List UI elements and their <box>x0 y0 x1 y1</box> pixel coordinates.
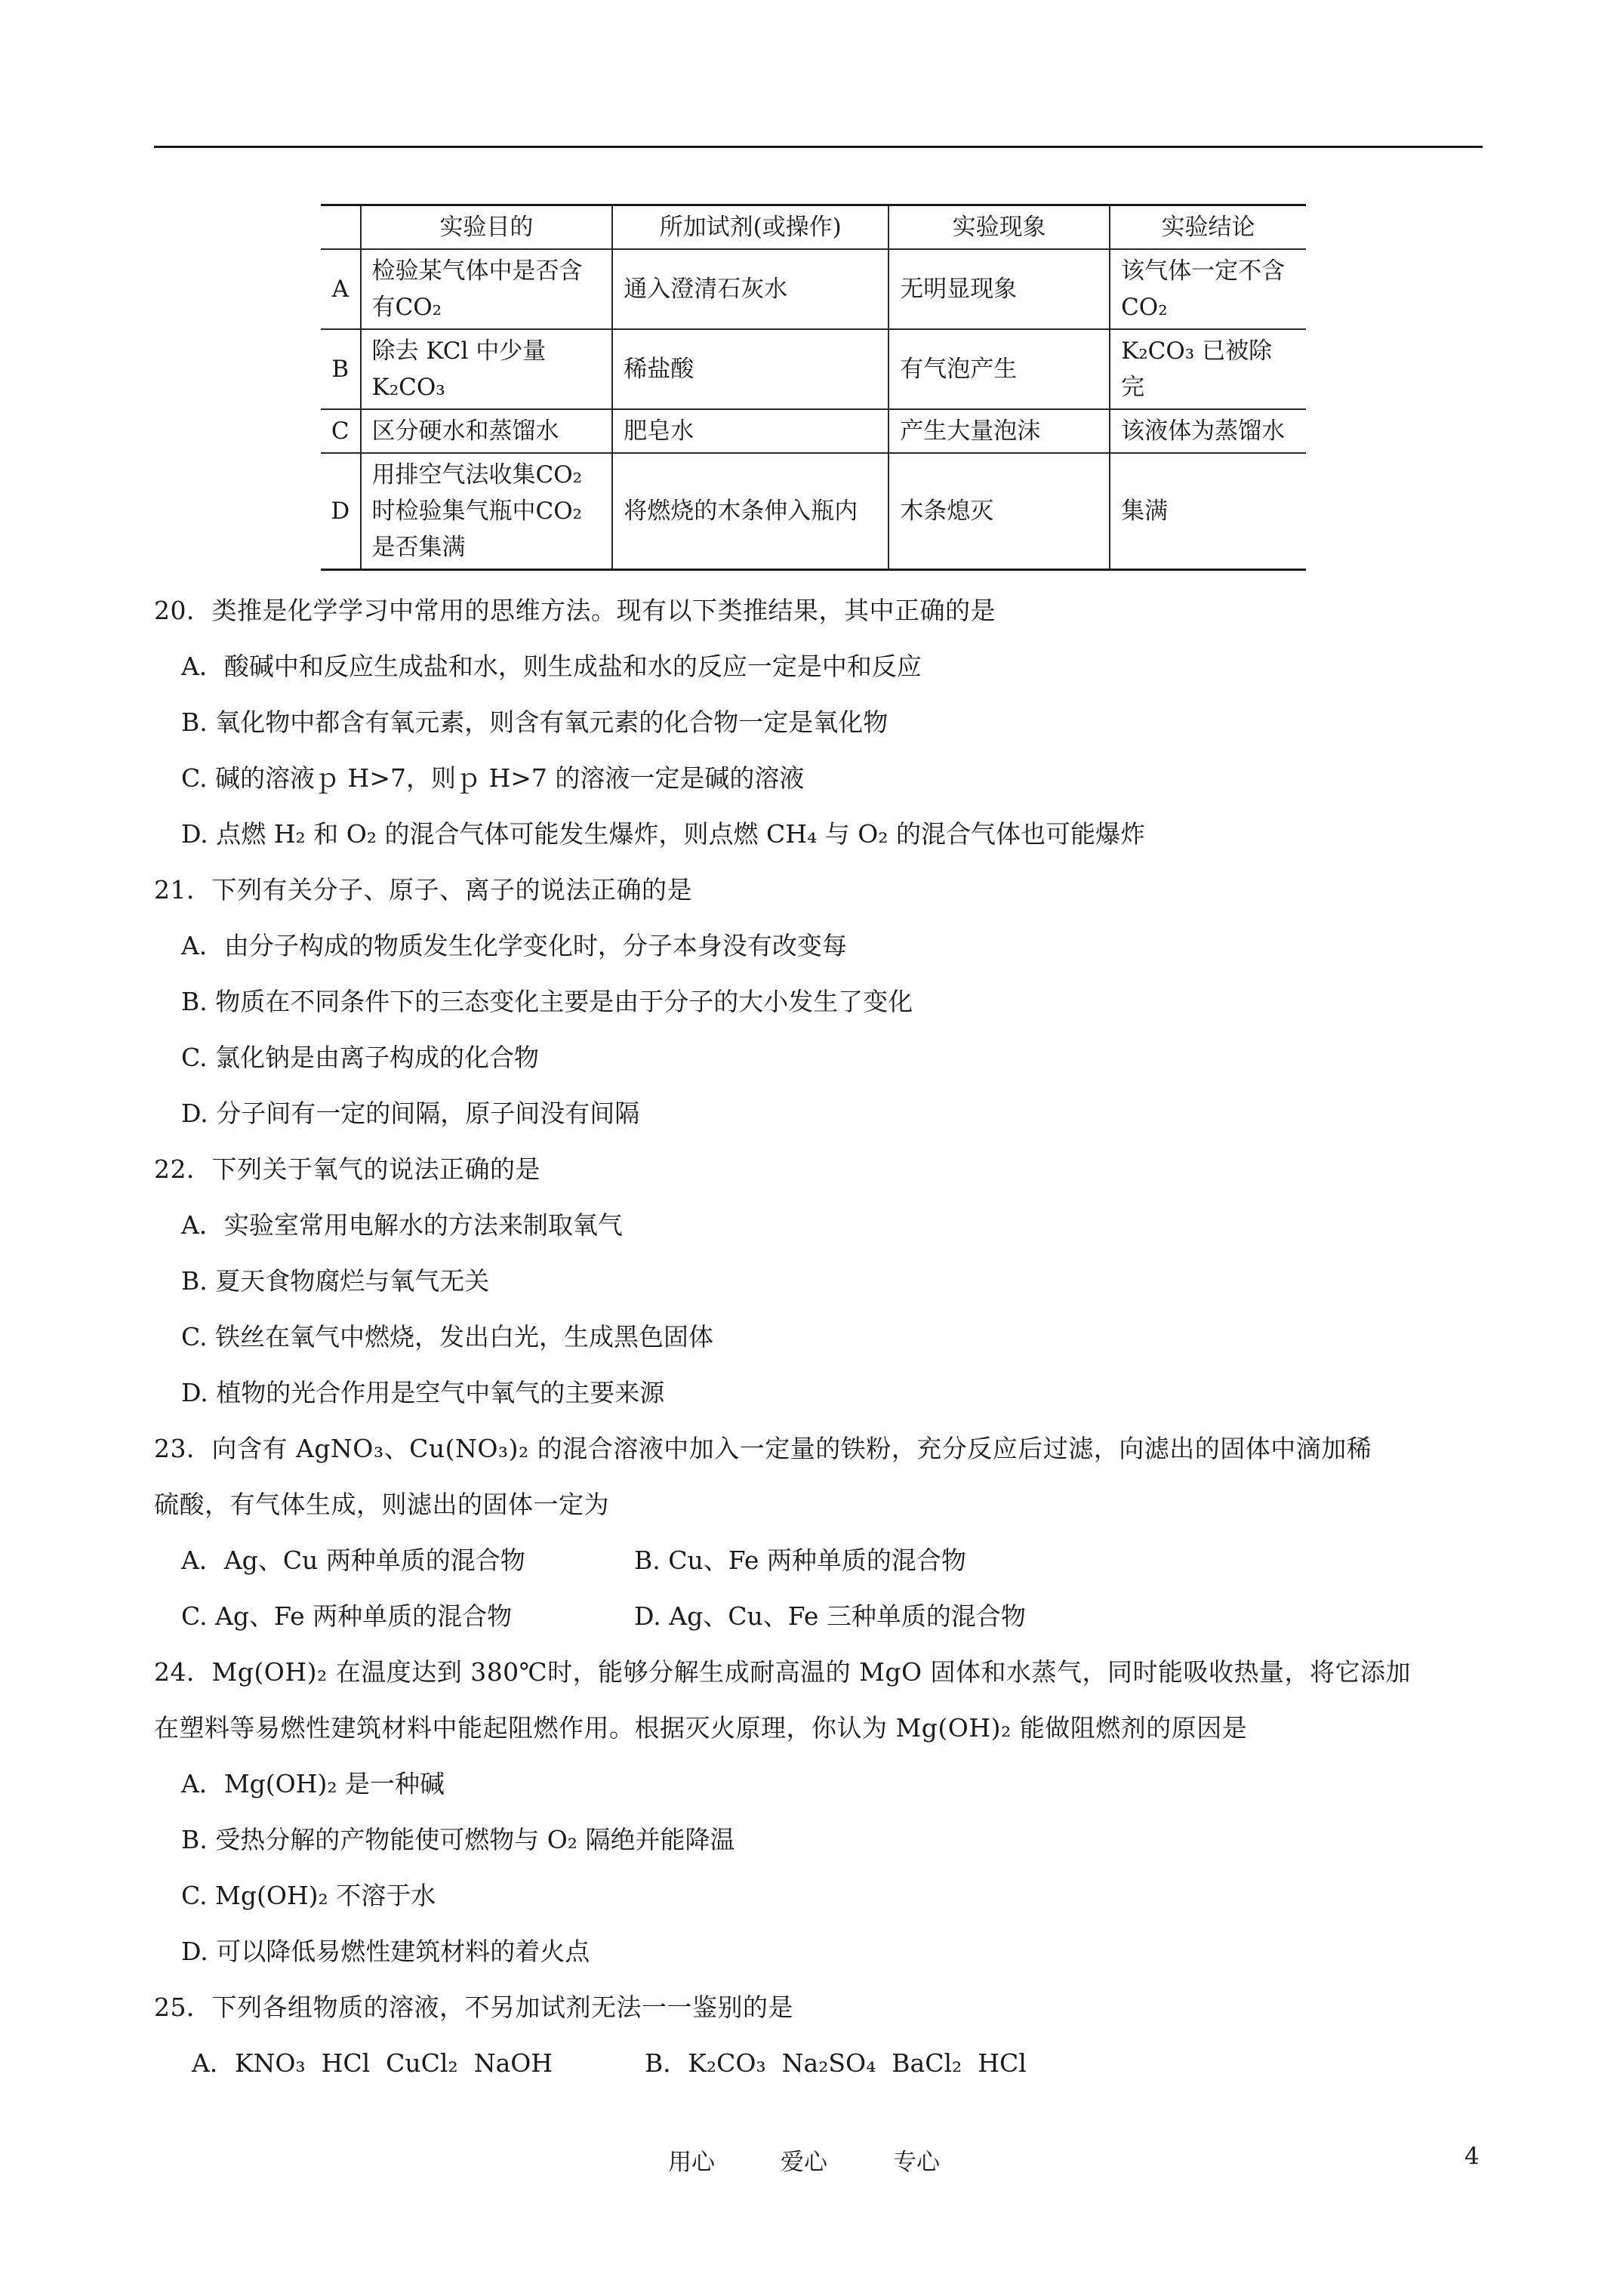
page-number: 4 <box>1464 2143 1480 2170</box>
cell-phenomenon: 无明显现象 <box>888 249 1110 329</box>
table-row <box>321 249 1306 329</box>
question-stem: 22．下列关于氧气的说法正确的是 <box>154 1154 540 1184</box>
question-stem-continued: 在塑料等易燃性建筑材料中能起阻燃作用。根据灭火原理，你认为 Mg(OH)₂ 能做阻燃剂的原因是 <box>154 1713 1248 1743</box>
option-a: A．KNO₃ HCl CuCl₂ NaOH <box>192 2048 553 2078</box>
question-21 <box>154 862 1483 1142</box>
option-b: B．K₂CO₃ Na₂SO₄ BaCl₂ HCl <box>645 2048 1027 2078</box>
slogan-word: 爱心 <box>781 2149 827 2176</box>
question-20 <box>154 583 1483 862</box>
header-rule <box>154 146 1483 148</box>
table-header-cell: 实验现象 <box>888 205 1110 250</box>
question-stem: 25．下列各组物质的溶液，不另加试剂无法一一鉴别的是 <box>154 1992 793 2022</box>
table-header-cell: 实验结论 <box>1110 205 1306 250</box>
question-stem: 21．下列有关分子、原子、离子的说法正确的是 <box>154 875 692 905</box>
question-stem: 20．类推是化学学习中常用的思维方法。现有以下类推结果，其中正确的是 <box>154 596 996 625</box>
table-header-row <box>321 205 1306 250</box>
row-label: A <box>321 249 361 329</box>
option-b: B. 夏天食物腐烂与氧气无关 <box>181 1266 490 1296</box>
cell-conclusion: 该液体为蒸馏水 <box>1110 409 1306 453</box>
question-list <box>154 583 1483 2091</box>
table-header-cell: 实验目的 <box>361 205 613 250</box>
question-stem-continued: 硫酸，有气体生成，则滤出的固体一定为 <box>154 1490 609 1519</box>
row-label: B <box>321 329 361 409</box>
option-c: C. 铁丝在氧气中燃烧，发出白光，生成黑色固体 <box>181 1322 714 1351</box>
option-c: C. Mg(OH)₂ 不溶于水 <box>181 1881 436 1910</box>
option-b: B. 物质在不同条件下的三态变化主要是由于分子的大小发生了变化 <box>181 987 913 1016</box>
option-a: A．由分子构成的物质发生化学变化时，分子本身没有改变每 <box>181 931 847 960</box>
cell-reagent: 肥皂水 <box>612 409 888 453</box>
table-row <box>321 453 1306 570</box>
footer-slogan <box>668 2143 940 2177</box>
option-d: D. 分子间有一定的间隔，原子间没有间隔 <box>181 1099 640 1128</box>
row-label: C <box>321 409 361 453</box>
option-a: A．Ag、Cu 两种单质的混合物 <box>181 1546 525 1575</box>
option-c: C. Ag、Fe 两种单质的混合物 <box>181 1601 513 1631</box>
option-a: A．实验室常用电解水的方法来制取氧气 <box>181 1210 623 1240</box>
cell-conclusion: K₂CO₃ 已被除完 <box>1110 329 1306 409</box>
option-c: C. 氯化钠是由离子构成的化合物 <box>181 1043 540 1072</box>
question-24 <box>154 1644 1483 1980</box>
cell-purpose: 区分硬水和蒸馏水 <box>361 409 613 453</box>
cell-reagent: 通入澄清石灰水 <box>612 249 888 329</box>
option-d: D. 可以降低易燃性建筑材料的着火点 <box>181 1937 590 1966</box>
option-d: D. 点燃 H₂ 和 O₂ 的混合气体可能发生爆炸，则点燃 CH₄ 与 O₂ 的混合气体也可能爆炸 <box>181 819 1146 849</box>
question-stem: 23．向含有 AgNO₃、Cu(NO₃)₂ 的混合溶液中加入一定量的铁粉，充分反应后过滤，向滤出的固体中滴加稀 <box>154 1434 1372 1463</box>
row-label: D <box>321 453 361 570</box>
cell-phenomenon: 有气泡产生 <box>888 329 1110 409</box>
slogan-word: 用心 <box>668 2149 715 2176</box>
option-row <box>154 1533 1483 1589</box>
cell-purpose: 检验某气体中是否含有CO₂ <box>361 249 613 329</box>
table-row <box>321 329 1306 409</box>
option-a: A．Mg(OH)₂ 是一种碱 <box>181 1769 445 1798</box>
table-row <box>321 409 1306 453</box>
table-header-cell: 所加试剂(或操作) <box>612 205 888 250</box>
option-a: A．酸碱中和反应生成盐和水，则生成盐和水的反应一定是中和反应 <box>181 652 922 681</box>
option-b: B. Cu、Fe 两种单质的混合物 <box>634 1546 966 1575</box>
cell-reagent: 将燃烧的木条伸入瓶内 <box>612 453 888 570</box>
cell-conclusion: 集满 <box>1110 453 1306 570</box>
table-header-cell <box>321 205 361 250</box>
question-stem: 24．Mg(OH)₂ 在温度达到 380℃时，能够分解生成耐高温的 MgO 固体和水蒸气，同时能吸收热量，将它添加 <box>154 1657 1412 1687</box>
cell-phenomenon: 产生大量泡沫 <box>888 409 1110 453</box>
option-b: B. 氧化物中都含有氧元素，则含有氧元素的化合物一定是氧化物 <box>181 707 888 737</box>
option-d: D. Ag、Cu、Fe 三种单质的混合物 <box>634 1601 1026 1631</box>
option-c: C. 碱的溶液ｐ H>7，则ｐ H>7 的溶液一定是碱的溶液 <box>181 763 805 793</box>
experiment-table <box>321 204 1306 571</box>
cell-conclusion: 该气体一定不含CO₂ <box>1110 249 1306 329</box>
option-row <box>154 1589 1483 1644</box>
slogan-word: 专心 <box>893 2149 940 2176</box>
cell-reagent: 稀盐酸 <box>612 329 888 409</box>
cell-purpose: 用排空气法收集CO₂时检验集气瓶中CO₂是否集满 <box>361 453 613 570</box>
question-22 <box>154 1142 1483 1421</box>
option-d: D. 植物的光合作用是空气中氧气的主要来源 <box>181 1378 665 1407</box>
cell-phenomenon: 木条熄灭 <box>888 453 1110 570</box>
question-23 <box>154 1421 1483 1644</box>
option-row <box>154 2036 1483 2091</box>
cell-purpose: 除去 KCl 中少量 K₂CO₃ <box>361 329 613 409</box>
option-b: B. 受热分解的产物能使可燃物与 O₂ 隔绝并能降温 <box>181 1825 735 1854</box>
question-25 <box>154 1980 1483 2091</box>
